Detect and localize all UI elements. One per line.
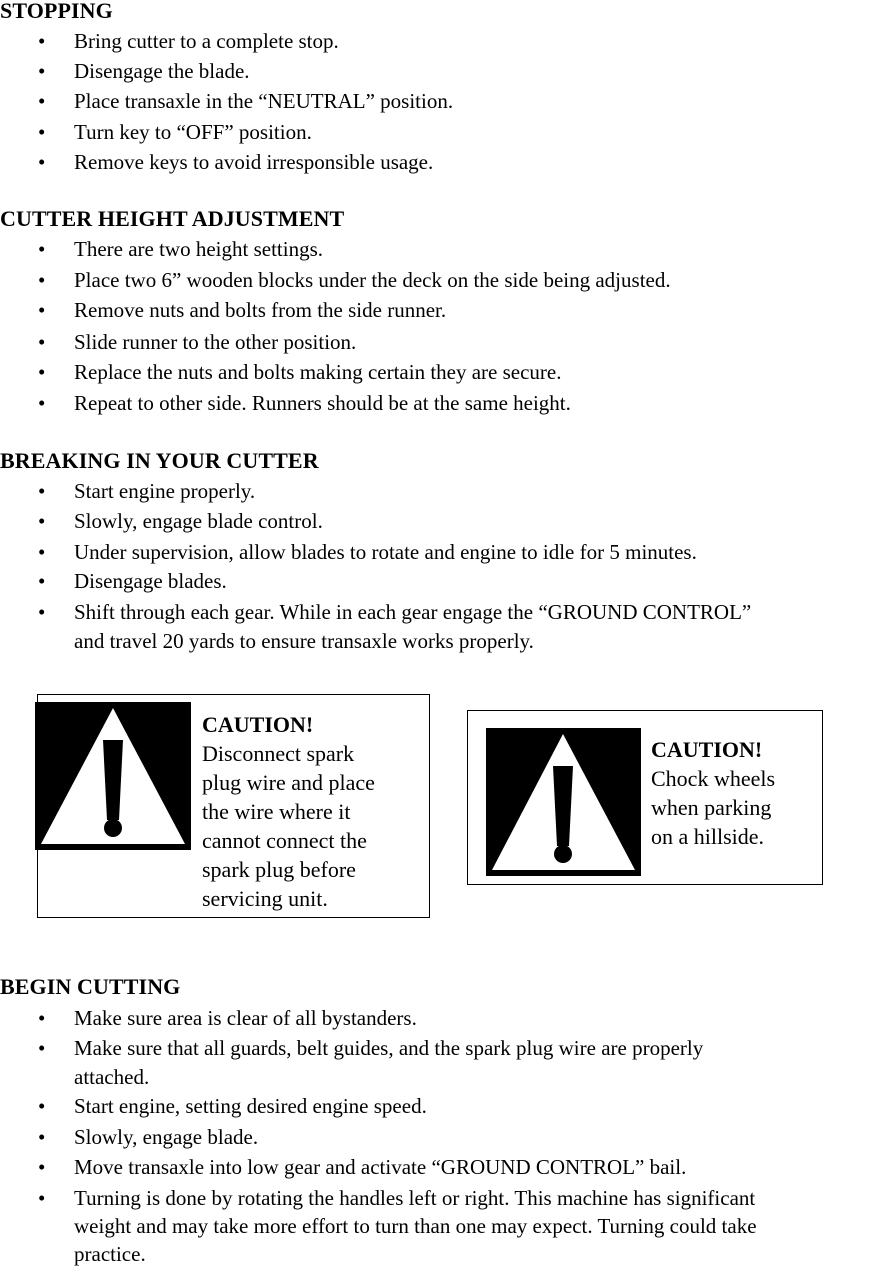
list-item: Make sure that all guards, belt guides, and the spark plug wire are properly [74, 1036, 704, 1060]
bullet-icon [38, 598, 45, 627]
list-item: Remove nuts and bolts from the side runner. [74, 298, 447, 322]
bullet-icon [38, 87, 45, 116]
section-heading-stopping: STOPPING [0, 0, 113, 23]
bullet-icon [38, 235, 45, 264]
bullet-icon [38, 1123, 45, 1152]
bullet-icon [38, 1092, 45, 1121]
caution-title: CAUTION! [651, 737, 763, 762]
bullet-icon [38, 477, 45, 506]
list-item-continuation: practice. [74, 1242, 146, 1266]
caution-body: Disconnect spark plug wire and place the wire where it cannot connect the spark plug before servicing unit. [202, 741, 375, 911]
bullet-icon [38, 27, 45, 56]
caution-text-chock-wheels [651, 735, 775, 851]
list-item: There are two height settings. [74, 237, 324, 261]
list-item: Under supervision, allow blades to rotate and engine to idle for 5 minutes. [74, 540, 697, 564]
list-item: Make sure area is clear of all bystanders. [74, 1006, 417, 1030]
bullet-icon [38, 57, 45, 86]
list-item: Place two 6” wooden blocks under the deck on the side being adjusted. [74, 268, 671, 292]
bullet-icon [38, 118, 45, 147]
list-item: Bring cutter to a complete stop. [74, 29, 339, 53]
caution-body: Chock wheels when parking on a hillside. [651, 766, 776, 849]
list-item-continuation: attached. [74, 1065, 150, 1089]
bullet-icon [38, 328, 45, 357]
list-item: Slide runner to the other position. [74, 330, 357, 354]
list-item: Shift through each gear. While in each gear engage the “GROUND CONTROL” [74, 600, 752, 624]
list-item: Place transaxle in the “NEUTRAL” position. [74, 89, 454, 113]
bullet-icon [38, 567, 45, 596]
list-item-continuation: weight and may take more effort to turn than one may expect. Turning could take [74, 1214, 757, 1238]
section-heading-breaking-in: BREAKING IN YOUR CUTTER [0, 448, 319, 473]
list-item: Disengage blades. [74, 569, 227, 593]
bullet-icon [38, 266, 45, 295]
bullet-icon [38, 507, 45, 536]
list-item: Turn key to “OFF” position. [74, 120, 312, 144]
warning-triangle-icon [486, 728, 641, 876]
section-heading-begin-cutting: BEGIN CUTTING [0, 974, 181, 999]
section-heading-cutter-height: CUTTER HEIGHT ADJUSTMENT [0, 206, 345, 231]
bullet-icon [38, 358, 45, 387]
list-item: Replace the nuts and bolts making certain they are secure. [74, 360, 562, 384]
bullet-icon [38, 1184, 45, 1213]
caution-text-spark-plug [202, 710, 375, 913]
list-item: Start engine, setting desired engine speed. [74, 1094, 427, 1118]
list-item: Slowly, engage blade control. [74, 509, 323, 533]
list-item: Turning is done by rotating the handles left or right. This machine has significant [74, 1186, 756, 1210]
list-item: Remove keys to avoid irresponsible usage. [74, 150, 434, 174]
bullet-icon [38, 1004, 45, 1033]
list-item: Disengage the blade. [74, 59, 250, 83]
bullet-icon [38, 389, 45, 418]
bullet-icon [38, 1034, 45, 1063]
bullet-icon [38, 296, 45, 325]
list-item: Slowly, engage blade. [74, 1125, 259, 1149]
bullet-icon [38, 1153, 45, 1182]
list-item: Repeat to other side. Runners should be at the same height. [74, 391, 571, 415]
caution-title: CAUTION! [202, 712, 314, 737]
warning-triangle-icon [35, 702, 191, 850]
list-item: Move transaxle into low gear and activate “GROUND CONTROL” bail. [74, 1155, 687, 1179]
bullet-icon [38, 148, 45, 177]
list-item: Start engine properly. [74, 479, 256, 503]
bullet-icon [38, 538, 45, 567]
list-item-continuation: and travel 20 yards to ensure transaxle works properly. [74, 629, 534, 653]
